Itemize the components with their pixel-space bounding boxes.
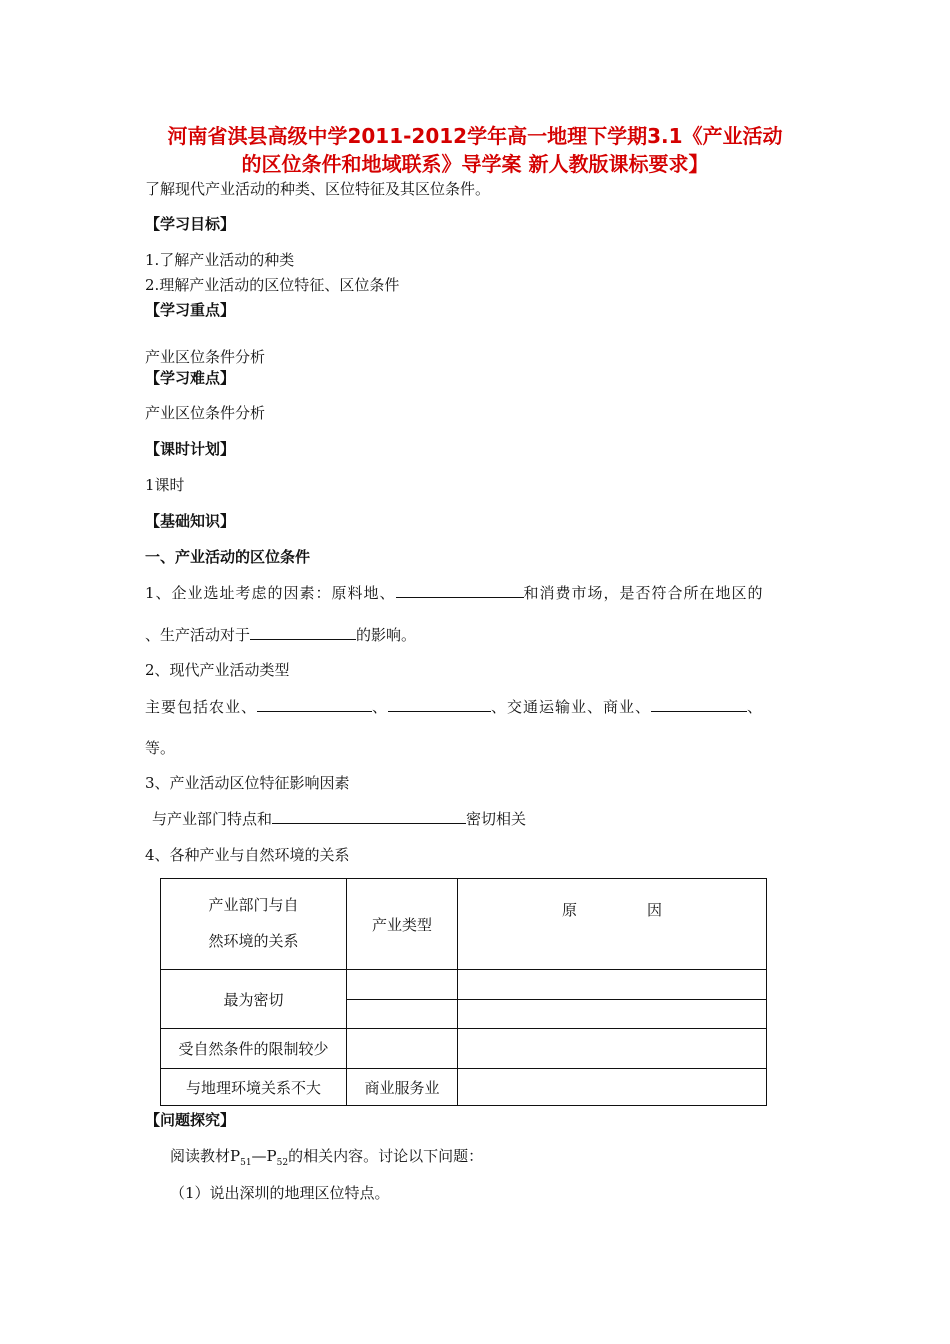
question-2-end: 等。: [145, 739, 176, 757]
relationship-table: [160, 878, 767, 1106]
fill-blank[interactable]: [388, 696, 491, 712]
header-relation-line-1: 产业部门与自: [208, 896, 299, 914]
inquiry-read-line: [170, 1145, 483, 1168]
doc-title-line-2: 的区位条件和地域联系》导学案 新人教版课标要求】: [241, 152, 709, 176]
table-row: [161, 970, 767, 1000]
inquiry-read-a: 阅读教材P: [170, 1147, 241, 1165]
goal-item: 1.了解产业活动的种类: [145, 251, 295, 269]
row-less-limited-label: 受自然条件的限制较少: [161, 1029, 347, 1069]
page-subscript: 52: [276, 1158, 289, 1168]
key-points-heading: 【学习重点】: [145, 301, 236, 319]
difficulties-heading: 【学习难点】: [145, 369, 236, 387]
difficulties-text: 产业区位条件分析: [145, 404, 266, 422]
schedule-heading: 【课时计划】: [145, 440, 236, 458]
question-2-line: [145, 696, 763, 717]
question-1-text-d: 的影响。: [356, 626, 417, 644]
inquiry-heading: 【问题探究】: [145, 1111, 236, 1129]
table-cell-empty[interactable]: [458, 1069, 767, 1106]
header-cell-type: 产业类型: [347, 879, 458, 970]
row-unrelated-label: 与地理环境关系不大: [161, 1069, 347, 1106]
goal-item: 2.理解产业活动的区位特征、区位条件: [145, 276, 400, 294]
section-heading: 一、产业活动的区位条件: [145, 548, 311, 566]
fill-blank[interactable]: [272, 808, 466, 824]
question-3-line: [152, 808, 526, 829]
goals-heading: 【学习目标】: [145, 215, 236, 233]
table-cell-empty[interactable]: [347, 1029, 458, 1069]
header-relation-line-2: 然环境的关系: [208, 932, 299, 950]
inquiry-read-b: 的相关内容。讨论以下问题：: [288, 1147, 484, 1165]
table-cell-empty[interactable]: [458, 1029, 767, 1069]
question-2-title: 2、现代产业活动类型: [145, 661, 290, 679]
fill-blank[interactable]: [651, 696, 747, 712]
header-cell-reason: [458, 879, 767, 970]
table-header-row: [161, 879, 767, 970]
row-unrelated-type: 商业服务业: [347, 1069, 458, 1106]
table-row: [161, 1029, 767, 1069]
fill-blank[interactable]: [396, 582, 524, 598]
row-closest-label: 最为密切: [161, 970, 347, 1029]
question-2-text-a: 主要包括农业、: [145, 698, 258, 716]
inquiry-question-1: （1）说出深圳的地理区位特点。: [170, 1184, 390, 1202]
table-cell-empty[interactable]: [347, 1000, 458, 1029]
question-2-text-c: 、: [747, 698, 764, 716]
schedule-text: 1课时: [145, 476, 185, 494]
fill-blank[interactable]: [257, 696, 372, 712]
table-cell-empty[interactable]: [458, 970, 767, 1000]
key-points-text: 产业区位条件分析: [145, 348, 266, 366]
question-3-title: 3、产业活动区位特征影响因素: [145, 774, 350, 792]
inquiry-read-dash: —P: [251, 1147, 277, 1165]
header-reason-a: 原: [561, 901, 577, 919]
header-reason-b: 因: [647, 901, 663, 919]
table-cell-empty[interactable]: [458, 1000, 767, 1029]
question-1-text-b: 和消费市场，是否符合所在地区的: [523, 584, 764, 602]
table-cell-empty[interactable]: [347, 970, 458, 1000]
question-1-line: [145, 582, 764, 603]
intro-text: 了解现代产业活动的种类、区位特征及其区位条件。: [145, 180, 491, 198]
question-1-text-c: 、生产活动对于: [145, 626, 251, 644]
question-4-title: 4、各种产业与自然环境的关系: [145, 846, 350, 864]
question-2-sep: 、: [372, 698, 389, 716]
table-row: [161, 1069, 767, 1106]
doc-title-line-1: 河南省淇县高级中学2011-2012学年高一地理下学期3.1《产业活动: [167, 124, 783, 148]
fill-blank[interactable]: [250, 624, 356, 640]
basics-heading: 【基础知识】: [145, 512, 236, 530]
header-cell-relation: [161, 879, 347, 970]
question-3-text-a: 与产业部门特点和: [152, 810, 273, 828]
question-1-text-a: 1、企业选址考虑的因素：原料地、: [145, 584, 396, 602]
page-subscript: 51: [240, 1158, 252, 1168]
question-1-line-2: [145, 624, 416, 645]
question-2-text-b: 、交通运输业、商业、: [491, 698, 652, 716]
question-3-text-b: 密切相关: [466, 810, 527, 828]
